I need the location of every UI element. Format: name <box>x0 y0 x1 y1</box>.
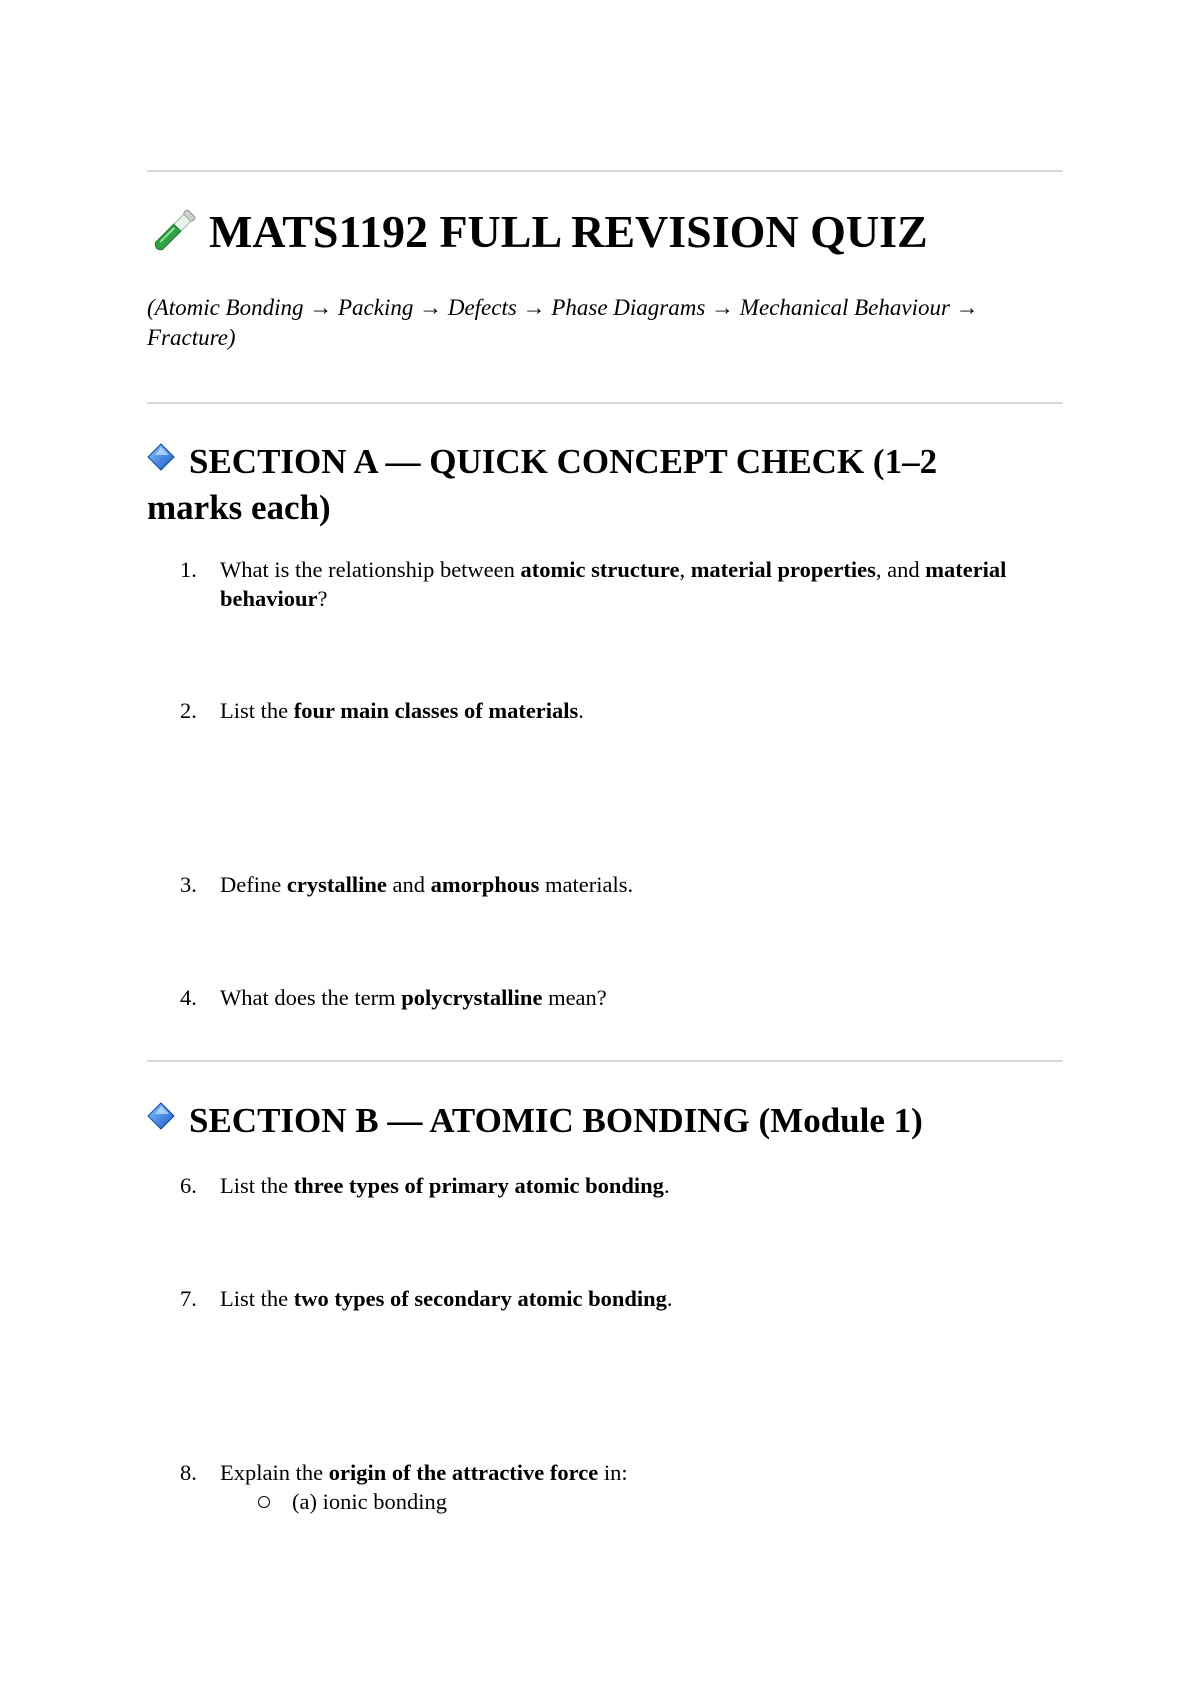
question-number: 1. <box>180 557 197 582</box>
question-text: Define crystalline and amorphous materials. <box>220 872 634 897</box>
test-tube-icon <box>147 204 199 260</box>
question-text: What does the term polycrystalline mean? <box>220 985 607 1010</box>
question-text: List the four main classes of materials. <box>220 698 584 723</box>
horizontal-rule <box>147 402 1063 404</box>
blue-diamond-icon <box>147 437 175 465</box>
section-b-heading <box>147 1096 1027 1144</box>
subtitle: (Atomic Bonding → Packing → Defects → Phase Diagrams → Mechanical Behaviour → Fracture) <box>147 295 979 350</box>
question-4 <box>180 983 1010 1012</box>
question-1 <box>180 555 1010 613</box>
question-number: 7. <box>180 1286 197 1311</box>
section-b-heading-text: SECTION B — ATOMIC BONDING (Module 1) <box>189 1101 923 1140</box>
question-6 <box>180 1171 1010 1200</box>
list-item <box>258 1487 447 1516</box>
section-a-heading <box>147 437 1027 531</box>
question-number: 2. <box>180 698 197 723</box>
question-8 <box>180 1458 1010 1487</box>
question-text: List the three types of primary atomic bonding. <box>220 1173 670 1198</box>
blue-diamond-icon <box>147 1096 175 1124</box>
question-7 <box>180 1284 1010 1313</box>
question-number: 4. <box>180 985 197 1010</box>
page-title <box>147 203 928 261</box>
hollow-circle-bullet-icon <box>258 1496 270 1508</box>
question-text: What is the relationship between atomic structure, material properties, and material behaviour? <box>220 557 1007 611</box>
question-number: 8. <box>180 1460 197 1485</box>
question-number: 6. <box>180 1173 197 1198</box>
question-number: 3. <box>180 872 197 897</box>
horizontal-rule <box>147 1060 1063 1062</box>
question-text: Explain the origin of the attractive force in: <box>220 1460 628 1485</box>
horizontal-rule <box>147 170 1063 172</box>
title-text: MATS1192 FULL REVISION QUIZ <box>209 206 928 257</box>
sub-item-text: (a) ionic bonding <box>292 1489 447 1514</box>
section-a-heading-text: SECTION A — QUICK CONCEPT CHECK (1–2 marks each) <box>147 442 938 527</box>
question-2 <box>180 696 1010 725</box>
question-text: List the two types of secondary atomic bonding. <box>220 1286 673 1311</box>
question-3 <box>180 870 1010 899</box>
